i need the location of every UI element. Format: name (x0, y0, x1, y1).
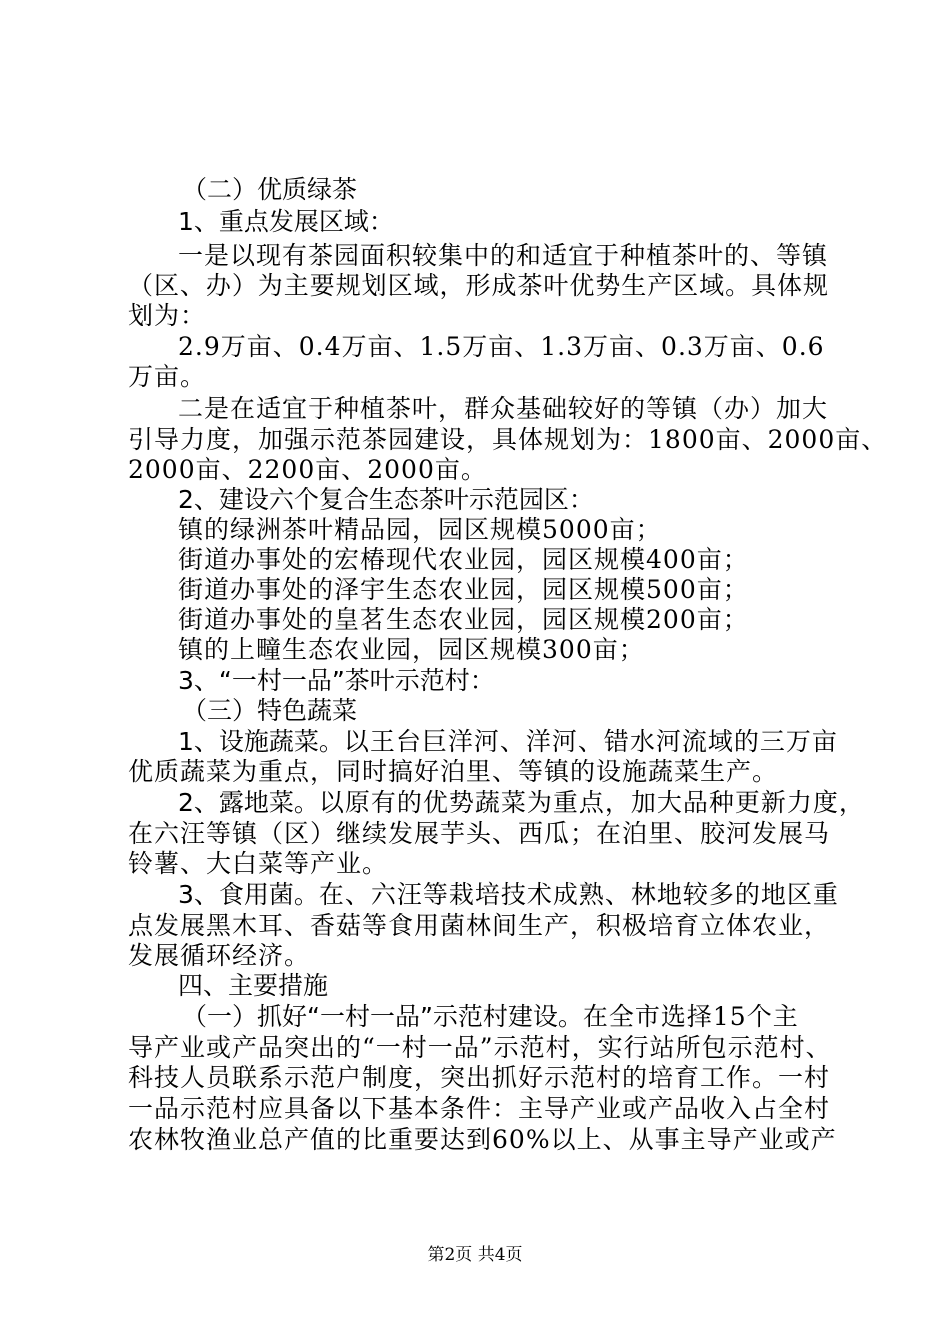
paragraph-line (182, 1001, 799, 1033)
paragraph-line (178, 879, 839, 911)
paragraph-line: （区、办）为主要规划区域，形成茶叶优势生产区域。具体规 (128, 271, 828, 300)
inline-text: 以原有的优势蔬菜为重点，加大品种更新力度， (318, 788, 865, 817)
heading-key-development-areas: 1、重点发展区域： (178, 207, 394, 236)
paragraph-line: 2000亩、2200亩、2000亩。 (128, 455, 487, 484)
paragraph-line: 优质蔬菜为重点，同时搞好泊里、等镇的设施蔬菜生产。 (128, 757, 779, 786)
heading-eco-tea-parks: 2、建设六个复合生态茶叶示范园区： (178, 485, 594, 514)
paragraph-line: 二是在适宜于种植茶叶，群众基础较好的等镇（办）加大 (178, 394, 829, 423)
inline-text: 在、六汪等栽培技术成熟、林地较多的地区重 (318, 880, 839, 909)
paragraph-line (178, 726, 838, 758)
paragraph-line: 铃薯、大白菜等产业。 (128, 849, 389, 878)
heading-high-quality-green-tea: （二）优质绿茶 (182, 175, 358, 204)
paragraph-line: 导产业或产品突出的“一村一品”示范村，实行站所包示范村、 (128, 1033, 832, 1062)
list-item: 街道办事处的泽宇生态农业园，园区规模500亩； (178, 575, 749, 604)
paragraph-line: 科技人员联系示范户制度，突出抓好示范村的培育工作。一村 (128, 1063, 831, 1092)
paragraph-line: 一品示范村应具备以下基本条件：主导产业或产品收入占全村 (128, 1094, 831, 1123)
page-footer: 第2页 共4页 (427, 1245, 523, 1265)
paragraph-line (178, 787, 865, 819)
heading-specialty-vegetables: （三）特色蔬菜 (182, 696, 358, 725)
paragraph-line: 万亩。 (128, 362, 207, 391)
paragraph-line: 引导力度，加强示范茶园建设，具体规划为：1800亩、2000亩、 (128, 425, 888, 454)
inline-heading-facility-vegetables: 1、设施蔬菜。 (178, 727, 344, 756)
inline-text: 在全市选择15个主 (582, 1002, 799, 1031)
paragraph-line: 一是以现有茶园面积较集中的和适宜于种植茶叶的、等镇 (178, 241, 829, 270)
paragraph-line: 2.9万亩、0.4万亩、1.5万亩、1.3万亩、0.3万亩、0.6 (178, 332, 825, 361)
inline-text: 以王台巨洋河、洋河、错水河流域的三万亩 (343, 727, 838, 756)
inline-heading-demo-village: （一）抓好“一村一品”示范村建设。 (182, 1002, 583, 1031)
list-item: 镇的绿洲茶叶精品园，园区规模5000亩； (178, 515, 662, 544)
paragraph-line: 发展循环经济。 (128, 941, 311, 970)
paragraph-line: 农林牧渔业总产值的比重要达到60%以上、从事主导产业或产 (128, 1125, 837, 1154)
heading-main-measures: 四、主要措施 (178, 971, 329, 1000)
paragraph-line: 划为： (128, 301, 207, 330)
paragraph-line: 点发展黑木耳、香菇等食用菌林间生产，积极培育立体农业， (128, 911, 831, 940)
inline-heading-open-field-vegetables: 2、露地菜。 (178, 788, 319, 817)
list-item: 镇的上疃生态农业园，园区规模300亩； (178, 635, 645, 664)
list-item: 街道办事处的皇茗生态农业园，园区规模200亩； (178, 605, 749, 634)
inline-heading-edible-fungi: 3、食用菌。 (178, 880, 319, 909)
paragraph-line: 在六汪等镇（区）继续发展芋头、西瓜；在泊里、胶河发展马 (128, 819, 831, 848)
heading-one-village-one-product: 3、“一村一品”茶叶示范村： (178, 666, 495, 695)
list-item: 街道办事处的宏椿现代农业园，园区规模400亩； (178, 545, 749, 574)
